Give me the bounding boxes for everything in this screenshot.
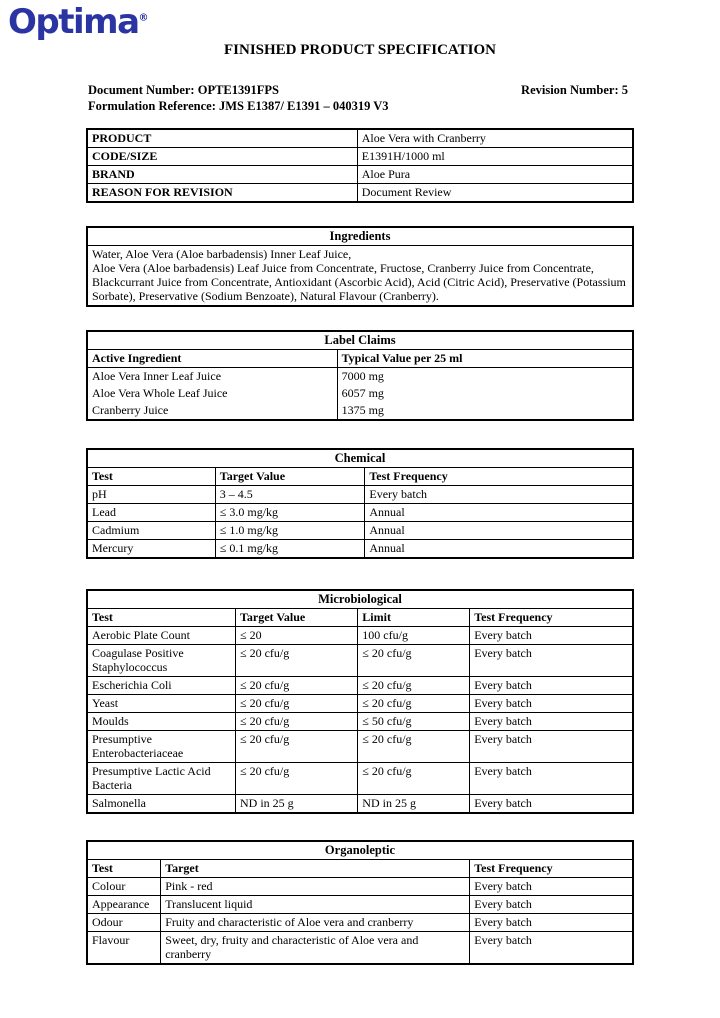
revision-number — [521, 82, 628, 98]
column-header: Test — [87, 468, 215, 486]
table-cell: 6057 mg — [337, 385, 633, 402]
table-cell: ≤ 20 cfu/g — [236, 713, 358, 731]
document-number — [88, 82, 279, 98]
table-row — [87, 896, 633, 914]
table-cell: Every batch — [470, 896, 633, 914]
label-claims-section-title: Label Claims — [87, 331, 633, 350]
table-cell: Translucent liquid — [161, 896, 470, 914]
ingredients-text-cell — [87, 246, 633, 307]
table-cell: Aloe Vera with Cranberry — [357, 129, 633, 148]
column-header: Target Value — [215, 468, 365, 486]
table-cell: Mercury — [87, 540, 215, 559]
table-cell: Every batch — [470, 627, 633, 645]
table-row — [87, 402, 633, 420]
table-row — [87, 645, 633, 677]
table-row — [87, 713, 633, 731]
table-cell: Odour — [87, 914, 161, 932]
table-cell: Presumptive Lactic Acid Bacteria — [87, 763, 236, 795]
section-header-row — [87, 841, 633, 860]
table-cell: Annual — [365, 522, 633, 540]
label-claims-table — [86, 330, 634, 421]
table-cell: Every batch — [470, 695, 633, 713]
table-cell: ≤ 20 cfu/g — [358, 677, 470, 695]
organoleptic-section-title: Organoleptic — [87, 841, 633, 860]
formulation-reference-value: JMS E1387/ E1391 – 040319 V3 — [218, 99, 389, 113]
table-cell: CODE/SIZE — [87, 148, 357, 166]
column-header-row — [87, 350, 633, 368]
table-cell: ≤ 50 cfu/g — [358, 713, 470, 731]
product-table — [86, 128, 634, 203]
table-cell: Cranberry Juice — [87, 402, 337, 420]
table-cell: pH — [87, 486, 215, 504]
table-cell: ≤ 20 cfu/g — [358, 731, 470, 763]
table-cell: Aloe Vera Inner Leaf Juice — [87, 368, 337, 386]
meta-row-1 — [88, 82, 628, 98]
table-cell: Aloe Pura — [357, 166, 633, 184]
column-header: Test — [87, 860, 161, 878]
table-cell: 7000 mg — [337, 368, 633, 386]
table-row — [87, 914, 633, 932]
revision-number-label: Revision Number: — [521, 83, 619, 97]
formulation-reference-label: Formulation Reference: — [88, 99, 216, 113]
table-cell: ≤ 20 cfu/g — [236, 763, 358, 795]
table-cell: ≤ 20 — [236, 627, 358, 645]
table-cell: Every batch — [470, 932, 633, 965]
table-cell: E1391H/1000 ml — [357, 148, 633, 166]
table-row — [87, 504, 633, 522]
column-header-row — [87, 468, 633, 486]
table-cell: Presumptive Enterobacteriaceae — [87, 731, 236, 763]
table-cell: Every batch — [470, 914, 633, 932]
table-cell: Escherichia Coli — [87, 677, 236, 695]
chemical-section-title: Chemical — [87, 449, 633, 468]
logo-text: Optima — [8, 2, 139, 42]
table-cell: Fruity and characteristic of Aloe vera and cranberry — [161, 914, 470, 932]
table-cell: ND in 25 g — [236, 795, 358, 814]
table-row — [87, 695, 633, 713]
table-row — [87, 627, 633, 645]
column-header: Active Ingredient — [87, 350, 337, 368]
table-cell: Aloe Vera Whole Leaf Juice — [87, 385, 337, 402]
document-number-label: Document Number: — [88, 83, 195, 97]
table-cell: ≤ 20 cfu/g — [358, 763, 470, 795]
column-header-row — [87, 860, 633, 878]
table-cell: Every batch — [470, 731, 633, 763]
revision-number-value: 5 — [621, 83, 628, 97]
table-row — [87, 129, 633, 148]
column-header: Target Value — [236, 609, 358, 627]
table-row — [87, 486, 633, 504]
column-header-row — [87, 609, 633, 627]
table-cell: Every batch — [470, 878, 633, 896]
column-header: Test Frequency — [470, 860, 633, 878]
table-cell: 100 cfu/g — [358, 627, 470, 645]
table-cell: Every batch — [470, 645, 633, 677]
table-cell: ≤ 3.0 mg/kg — [215, 504, 365, 522]
document-meta — [88, 82, 628, 114]
table-cell: ≤ 20 cfu/g — [236, 677, 358, 695]
column-header: Test Frequency — [470, 609, 633, 627]
table-row — [87, 878, 633, 896]
microbiological-section-title: Microbiological — [87, 590, 633, 609]
table-cell: Aerobic Plate Count — [87, 627, 236, 645]
table-cell: REASON FOR REVISION — [87, 184, 357, 203]
section-header-row — [87, 590, 633, 609]
formulation-reference — [88, 98, 628, 114]
section-header-row — [87, 331, 633, 350]
ingredients-line-1: Water, Aloe Vera (Aloe barbadensis) Inner Leaf Juice, — [92, 247, 352, 261]
ingredients-table — [86, 226, 634, 307]
table-row — [87, 166, 633, 184]
table-cell: Coagulase Positive Staphylococcus — [87, 645, 236, 677]
table-cell: Every batch — [365, 486, 633, 504]
chemical-table — [86, 448, 634, 559]
table-cell: ≤ 20 cfu/g — [358, 695, 470, 713]
page-title: FINISHED PRODUCT SPECIFICATION — [224, 42, 496, 58]
table-cell: Annual — [365, 504, 633, 522]
document-number-value: OPTE1391FPS — [197, 83, 279, 97]
table-cell: ≤ 20 cfu/g — [236, 645, 358, 677]
table-cell: Document Review — [357, 184, 633, 203]
table-cell: 3 – 4.5 — [215, 486, 365, 504]
column-header: Test — [87, 609, 236, 627]
table-cell: Lead — [87, 504, 215, 522]
table-cell: ≤ 20 cfu/g — [236, 695, 358, 713]
table-row — [87, 148, 633, 166]
organoleptic-table — [86, 840, 634, 965]
table-cell: Cadmium — [87, 522, 215, 540]
table-cell: Flavour — [87, 932, 161, 965]
table-cell: Moulds — [87, 713, 236, 731]
registered-mark-icon: ® — [138, 12, 149, 24]
table-cell: Pink - red — [161, 878, 470, 896]
table-row — [87, 522, 633, 540]
optima-logo — [8, 4, 149, 41]
column-header: Typical Value per 25 ml — [337, 350, 633, 368]
table-cell: Sweet, dry, fruity and characteristic of Aloe vera and cranberry — [161, 932, 470, 965]
table-cell: PRODUCT — [87, 129, 357, 148]
table-cell: Every batch — [470, 677, 633, 695]
table-row — [87, 795, 633, 814]
table-cell: Every batch — [470, 713, 633, 731]
section-header-row — [87, 449, 633, 468]
table-cell: BRAND — [87, 166, 357, 184]
table-cell: Every batch — [470, 795, 633, 814]
table-cell: ≤ 0.1 mg/kg — [215, 540, 365, 559]
table-cell: 1375 mg — [337, 402, 633, 420]
table-row — [87, 368, 633, 386]
table-row — [87, 731, 633, 763]
table-row — [87, 246, 633, 307]
table-row — [87, 385, 633, 402]
table-cell: ≤ 20 cfu/g — [236, 731, 358, 763]
table-cell: ≤ 1.0 mg/kg — [215, 522, 365, 540]
table-cell: Salmonella — [87, 795, 236, 814]
table-row — [87, 763, 633, 795]
column-header: Limit — [358, 609, 470, 627]
column-header: Target — [161, 860, 470, 878]
table-cell: Every batch — [470, 763, 633, 795]
table-cell: ≤ 20 cfu/g — [358, 645, 470, 677]
ingredients-line-2: Aloe Vera (Aloe barbadensis) Leaf Juice from Concentrate, Fructose, Cranberry Juice from Concentrate, Blackcurrant Juice from Concentrate, Antioxidant (Ascorbic Acid), Acid (Citric Acid), Preservative (Potassium Sorbate), Preservative (Sodium Benzoate), Natural Flavour (Cranberry). — [92, 261, 626, 303]
table-row — [87, 184, 633, 203]
table-row — [87, 677, 633, 695]
table-cell: Appearance — [87, 896, 161, 914]
table-row — [87, 932, 633, 965]
table-row — [87, 540, 633, 559]
microbiological-table — [86, 589, 634, 814]
table-cell: Colour — [87, 878, 161, 896]
column-header: Test Frequency — [365, 468, 633, 486]
table-cell: Annual — [365, 540, 633, 559]
section-header-row — [87, 227, 633, 246]
table-cell: ND in 25 g — [358, 795, 470, 814]
table-cell: Yeast — [87, 695, 236, 713]
ingredients-section-title: Ingredients — [87, 227, 633, 246]
